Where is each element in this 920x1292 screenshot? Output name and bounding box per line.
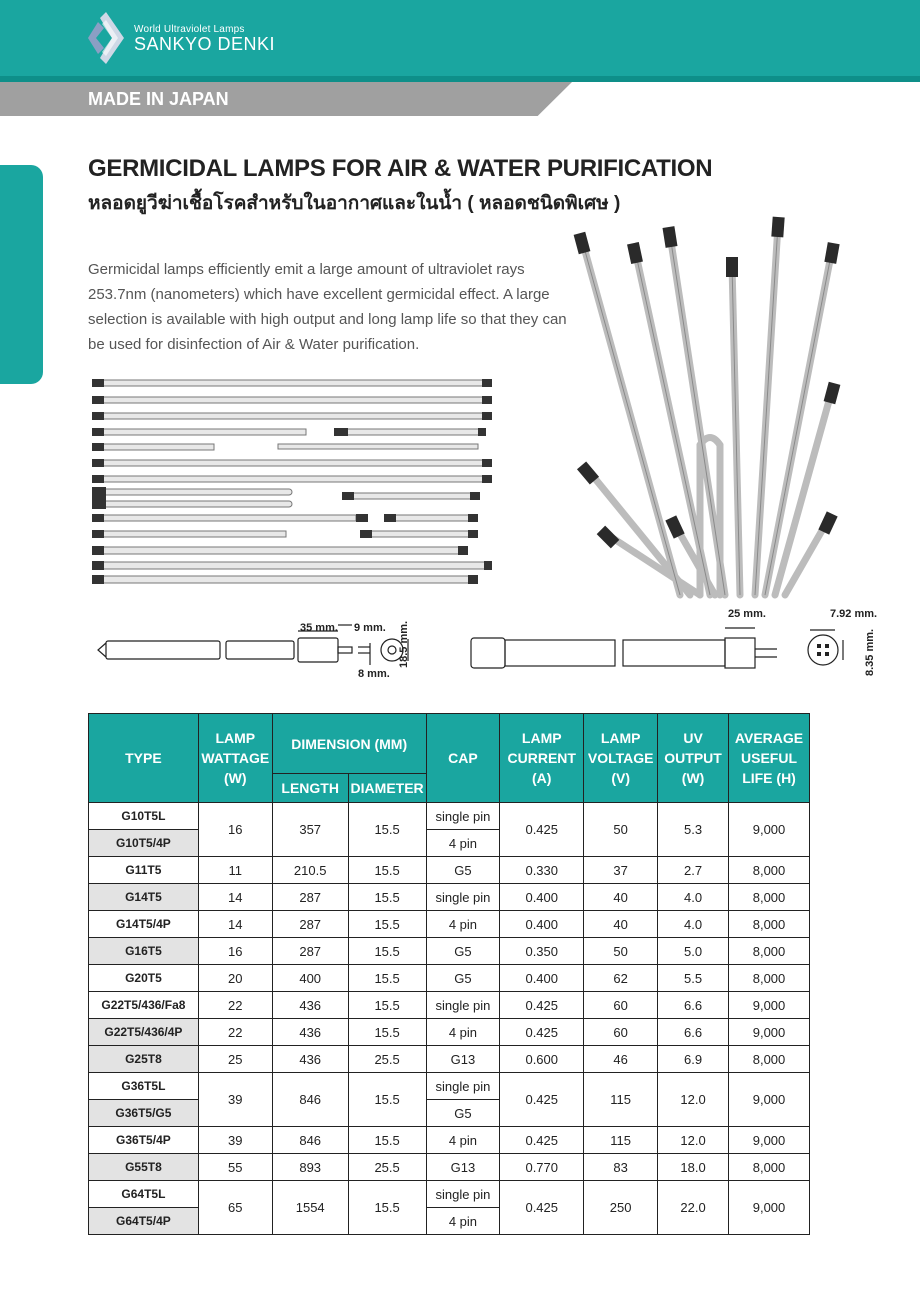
table-cell: 5.3 bbox=[658, 803, 729, 857]
table-cell: 50 bbox=[584, 803, 658, 857]
description: Germicidal lamps efficiently emit a large amount of ultraviolet rays 253.7nm (nanometers) which have excellent germicidal effect. A large selection is available with high output and long lamp life so that they can be used for disinfection of Air & Water purification. bbox=[88, 261, 567, 353]
table-cell: 83 bbox=[584, 1154, 658, 1181]
table-cell: 55 bbox=[198, 1154, 272, 1181]
table-cell: single pin bbox=[426, 1073, 500, 1100]
table-cell: 15.5 bbox=[348, 1127, 426, 1154]
table-cell: 15.5 bbox=[348, 884, 426, 911]
table-cell: 22.0 bbox=[658, 1181, 729, 1235]
table-row bbox=[89, 1181, 810, 1208]
table-cell: 0.330 bbox=[500, 857, 584, 884]
th-type: TYPE bbox=[89, 714, 199, 803]
made-in-band bbox=[0, 82, 572, 116]
table-row bbox=[89, 911, 810, 938]
table-cell: G5 bbox=[426, 1100, 500, 1127]
table-row bbox=[89, 1073, 810, 1100]
dim2-pin-spacing-label: 7.92 mm. bbox=[830, 608, 878, 620]
table-cell: 0.400 bbox=[500, 911, 584, 938]
table-cell: 8,000 bbox=[729, 911, 810, 938]
table-cell: 15.5 bbox=[348, 938, 426, 965]
th-wattage: LAMP WATTAGE (W) bbox=[198, 714, 272, 803]
table-cell: 8,000 bbox=[729, 938, 810, 965]
table-cell: 0.600 bbox=[500, 1046, 584, 1073]
table-cell: G5 bbox=[426, 965, 500, 992]
table-cell: 15.5 bbox=[348, 803, 426, 857]
table-cell: 60 bbox=[584, 992, 658, 1019]
table-cell: 15.5 bbox=[348, 857, 426, 884]
lamp-type-cell: G14T5 bbox=[89, 884, 199, 911]
th-length: LENGTH bbox=[272, 774, 348, 803]
table-cell: 846 bbox=[272, 1073, 348, 1127]
table-cell: 2.7 bbox=[658, 857, 729, 884]
page-title: GERMICIDAL LAMPS FOR AIR & WATER PURIFICATION bbox=[88, 155, 713, 182]
table-cell: 6.6 bbox=[658, 992, 729, 1019]
table-row bbox=[89, 1127, 810, 1154]
lamp-type-cell: G55T8 bbox=[89, 1154, 199, 1181]
lamp-type-cell: G14T5/4P bbox=[89, 911, 199, 938]
table-cell: 12.0 bbox=[658, 1073, 729, 1127]
page-subtitle-thai: หลอดยูวีฆ่าเชื้อโรคสำหรับในอากาศและในน้ำ ( หลอดชนิดพิเศษ ) bbox=[88, 193, 621, 214]
table-cell: single pin bbox=[426, 884, 500, 911]
table-cell: 22 bbox=[198, 992, 272, 1019]
lamp-type-cell: G20T5 bbox=[89, 965, 199, 992]
th-current: LAMP CURRENT (A) bbox=[500, 714, 584, 803]
table-row bbox=[89, 857, 810, 884]
table-cell: 5.0 bbox=[658, 938, 729, 965]
header-stripe bbox=[0, 76, 920, 82]
th-life: AVERAGE USEFUL LIFE (H) bbox=[729, 714, 810, 803]
table-cell: G13 bbox=[426, 1154, 500, 1181]
table-cell: 4.0 bbox=[658, 911, 729, 938]
lamp-type-cell: G10T5/4P bbox=[89, 830, 199, 857]
table-cell: 1554 bbox=[272, 1181, 348, 1235]
table-cell: 18.0 bbox=[658, 1154, 729, 1181]
table-cell: 287 bbox=[272, 911, 348, 938]
table-cell: 40 bbox=[584, 884, 658, 911]
table-cell: single pin bbox=[426, 1181, 500, 1208]
dim2-pin-span-label: 8.35 mm. bbox=[864, 628, 876, 676]
dim-tube-diameter-label: 18.5 mm. bbox=[398, 620, 410, 668]
dim2-cap-length-label: 25 mm. bbox=[728, 608, 766, 620]
table-cell: 16 bbox=[198, 803, 272, 857]
table-cell: 15.5 bbox=[348, 1073, 426, 1127]
table-cell: 0.425 bbox=[500, 1181, 584, 1235]
table-cell: 8,000 bbox=[729, 1046, 810, 1073]
table-cell: 62 bbox=[584, 965, 658, 992]
th-cap: CAP bbox=[426, 714, 500, 803]
table-cell: 8,000 bbox=[729, 1154, 810, 1181]
table-cell: 0.350 bbox=[500, 938, 584, 965]
table-row bbox=[89, 992, 810, 1019]
table-cell: 15.5 bbox=[348, 992, 426, 1019]
lamp-type-cell: G25T8 bbox=[89, 1046, 199, 1073]
th-uv-output: UV OUTPUT (W) bbox=[658, 714, 729, 803]
brand-tagline: World Ultraviolet Lamps bbox=[134, 24, 245, 35]
th-diameter: DIAMETER bbox=[348, 774, 426, 803]
table-cell: 15.5 bbox=[348, 1019, 426, 1046]
side-tab bbox=[0, 165, 43, 384]
table-cell: 12.0 bbox=[658, 1127, 729, 1154]
single-pin-dimension-diagram bbox=[90, 605, 440, 695]
table-row bbox=[89, 965, 810, 992]
table-cell: 39 bbox=[198, 1127, 272, 1154]
lamp-fan-image bbox=[560, 205, 890, 600]
lamp-type-cell: G11T5 bbox=[89, 857, 199, 884]
table-cell: 4 pin bbox=[426, 1208, 500, 1235]
table-cell: 400 bbox=[272, 965, 348, 992]
table-cell: 0.425 bbox=[500, 1127, 584, 1154]
table-cell: 9,000 bbox=[729, 1127, 810, 1154]
spec-table bbox=[88, 713, 810, 1235]
table-cell: 287 bbox=[272, 884, 348, 911]
table-cell: 60 bbox=[584, 1019, 658, 1046]
table-cell: 4 pin bbox=[426, 830, 500, 857]
table-row bbox=[89, 1019, 810, 1046]
table-cell: 37 bbox=[584, 857, 658, 884]
table-cell: 65 bbox=[198, 1181, 272, 1235]
table-cell: 20 bbox=[198, 965, 272, 992]
table-cell: 0.425 bbox=[500, 992, 584, 1019]
table-cell: 9,000 bbox=[729, 803, 810, 857]
sankyo-logo-icon bbox=[86, 12, 126, 64]
lamp-type-cell: G10T5L bbox=[89, 803, 199, 830]
table-cell: 893 bbox=[272, 1154, 348, 1181]
table-cell: 8,000 bbox=[729, 965, 810, 992]
table-cell: 4.0 bbox=[658, 884, 729, 911]
table-cell: 0.425 bbox=[500, 803, 584, 857]
table-row bbox=[89, 1154, 810, 1181]
dim-pin-diameter-label: 8 mm. bbox=[358, 668, 390, 680]
table-cell: 25.5 bbox=[348, 1154, 426, 1181]
brand-name: SANKYO DENKI bbox=[134, 34, 276, 54]
dim-cap-length-label: 35 mm. bbox=[300, 622, 338, 634]
table-cell: 15.5 bbox=[348, 911, 426, 938]
lamp-type-cell: G64T5/4P bbox=[89, 1208, 199, 1235]
table-cell: 287 bbox=[272, 938, 348, 965]
table-row bbox=[89, 938, 810, 965]
table-cell: 25 bbox=[198, 1046, 272, 1073]
table-cell: 40 bbox=[584, 911, 658, 938]
lamp-type-cell: G36T5/G5 bbox=[89, 1100, 199, 1127]
table-cell: 436 bbox=[272, 992, 348, 1019]
table-cell: 115 bbox=[584, 1073, 658, 1127]
lamp-type-cell: G22T5/436/4P bbox=[89, 1019, 199, 1046]
table-cell: 115 bbox=[584, 1127, 658, 1154]
table-cell: 6.9 bbox=[658, 1046, 729, 1073]
table-cell: 4 pin bbox=[426, 911, 500, 938]
table-cell: 436 bbox=[272, 1046, 348, 1073]
dim-pin-length-label: 9 mm. bbox=[354, 622, 386, 634]
th-voltage: LAMP VOLTAGE (V) bbox=[584, 714, 658, 803]
table-cell: single pin bbox=[426, 992, 500, 1019]
made-in-text: MADE IN JAPAN bbox=[88, 89, 229, 109]
table-cell: 8,000 bbox=[729, 884, 810, 911]
table-cell: 0.400 bbox=[500, 965, 584, 992]
lamp-type-cell: G36T5/4P bbox=[89, 1127, 199, 1154]
table-row bbox=[89, 803, 810, 830]
table-cell: 9,000 bbox=[729, 1019, 810, 1046]
table-cell: 9,000 bbox=[729, 1181, 810, 1235]
table-cell: 14 bbox=[198, 884, 272, 911]
table-cell: 15.5 bbox=[348, 965, 426, 992]
table-cell: 0.770 bbox=[500, 1154, 584, 1181]
table-cell: G13 bbox=[426, 1046, 500, 1073]
table-cell: 0.425 bbox=[500, 1073, 584, 1127]
table-cell: 0.400 bbox=[500, 884, 584, 911]
table-cell: 0.425 bbox=[500, 1019, 584, 1046]
lamp-type-cell: G16T5 bbox=[89, 938, 199, 965]
table-row bbox=[89, 884, 810, 911]
lamp-type-cell: G22T5/436/Fa8 bbox=[89, 992, 199, 1019]
table-cell: 50 bbox=[584, 938, 658, 965]
table-cell: 8,000 bbox=[729, 857, 810, 884]
table-cell: 4 pin bbox=[426, 1127, 500, 1154]
table-cell: 4 pin bbox=[426, 1019, 500, 1046]
table-cell: G5 bbox=[426, 857, 500, 884]
lamp-lineup-image bbox=[88, 375, 498, 590]
table-cell: 11 bbox=[198, 857, 272, 884]
table-cell: 6.6 bbox=[658, 1019, 729, 1046]
table-row bbox=[89, 1046, 810, 1073]
th-dimension: DIMENSION (MM) bbox=[272, 714, 426, 774]
lamp-type-cell: G36T5L bbox=[89, 1073, 199, 1100]
table-cell: 16 bbox=[198, 938, 272, 965]
table-cell: 250 bbox=[584, 1181, 658, 1235]
table-cell: 9,000 bbox=[729, 992, 810, 1019]
table-cell: single pin bbox=[426, 803, 500, 830]
table-cell: 14 bbox=[198, 911, 272, 938]
table-cell: 5.5 bbox=[658, 965, 729, 992]
table-cell: 357 bbox=[272, 803, 348, 857]
table-cell: 9,000 bbox=[729, 1073, 810, 1127]
table-cell: 15.5 bbox=[348, 1181, 426, 1235]
table-cell: G5 bbox=[426, 938, 500, 965]
lamp-type-cell: G64T5L bbox=[89, 1181, 199, 1208]
table-cell: 46 bbox=[584, 1046, 658, 1073]
table-cell: 22 bbox=[198, 1019, 272, 1046]
table-cell: 39 bbox=[198, 1073, 272, 1127]
table-cell: 846 bbox=[272, 1127, 348, 1154]
table-cell: 25.5 bbox=[348, 1046, 426, 1073]
table-cell: 210.5 bbox=[272, 857, 348, 884]
table-cell: 436 bbox=[272, 1019, 348, 1046]
